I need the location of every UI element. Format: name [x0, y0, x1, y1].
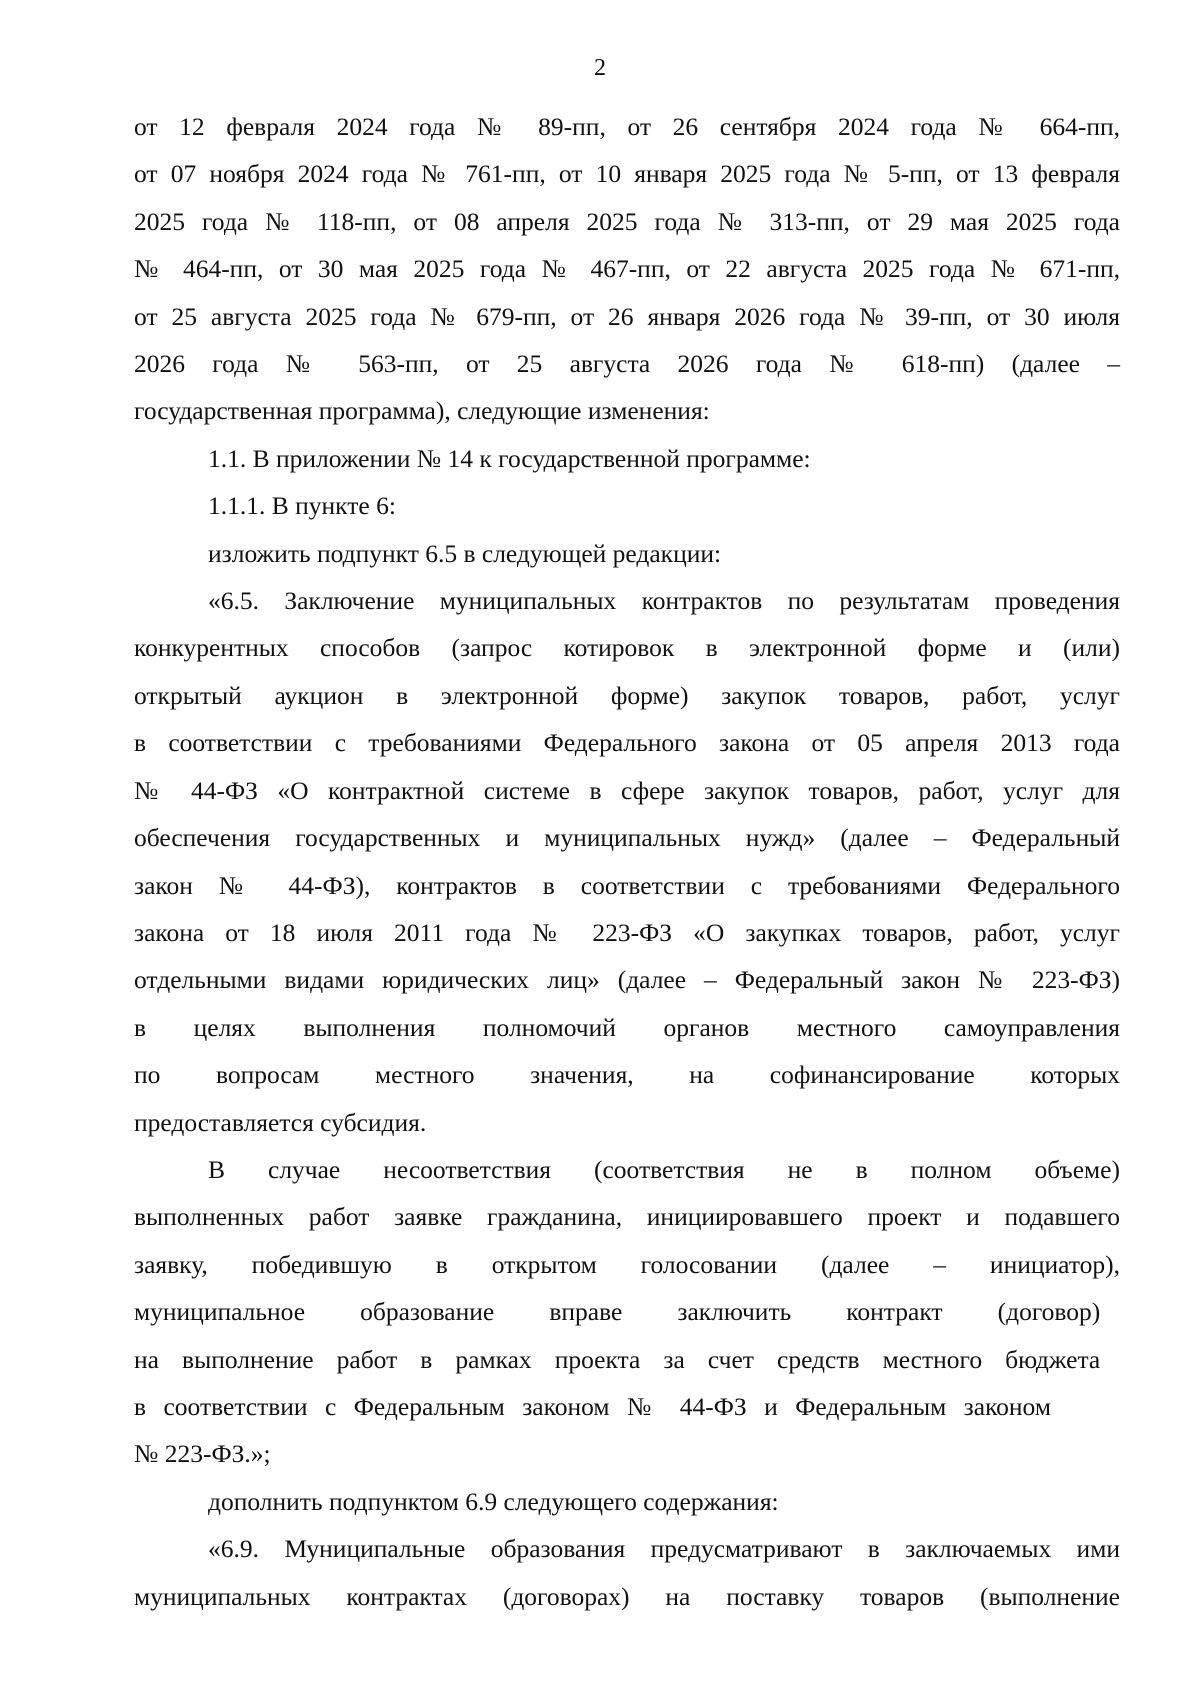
- text-line: «6.9. Муниципальные образования предусматривают в заключаемых ими: [208, 1534, 1120, 1564]
- page-number: 2: [594, 55, 606, 81]
- text-line: по вопросам местного значения, на софинансирование которых: [134, 1060, 1120, 1090]
- paragraph-restate-6-5: изложить подпункт 6.5 в следующей редакции:: [208, 538, 722, 568]
- text-line: закон № 44-ФЗ), контрактов в соответствии с требованиями Федерального: [134, 870, 1120, 900]
- text-line: закона от 18 июля 2011 года № 223-ФЗ «О закупках товаров, работ, услуг: [134, 917, 1120, 947]
- text-line: в целях выполнения полномочий органов местного самоуправления: [134, 1012, 1120, 1042]
- text-line: конкурентных способов (запрос котировок в электронной форме и (или): [134, 633, 1120, 663]
- paragraph-item-1-1: 1.1. В приложении № 14 к государственной программе:: [208, 443, 811, 473]
- document-body: [134, 103, 1120, 1620]
- text-line: муниципальных контрактах (договорах) на поставку товаров (выполнение: [134, 1581, 1120, 1611]
- paragraph-subpoint-6-9: [134, 1525, 1120, 1620]
- paragraph-mismatch-case: [134, 1146, 1120, 1478]
- text-line: в соответствии с требованиями Федерального закона от 05 апреля 2013 года: [134, 728, 1120, 758]
- text-line: открытый аукцион в электронной форме) закупок товаров, работ, услуг: [134, 680, 1120, 710]
- paragraph-amendment-list: [134, 103, 1120, 435]
- text-line: заявку, победившую в открытом голосовании (далее – инициатор),: [134, 1249, 1120, 1279]
- text-line: на выполнение работ в рамках проекта за счет средств местного бюджета: [134, 1344, 1101, 1374]
- text-line: обеспечения государственных и муниципальных нужд» (далее – Федеральный: [134, 823, 1120, 853]
- paragraph-subpoint-6-5: [134, 577, 1120, 1146]
- text-line: государственная программа), следующие изменения:: [134, 396, 710, 426]
- text-line: отдельными видами юридических лиц» (далее – Федеральный закон № 223-ФЗ): [134, 965, 1120, 995]
- text-line: «6.5. Заключение муниципальных контрактов по результатам проведения: [208, 586, 1120, 616]
- text-line: № 44-ФЗ «О контрактной системе в сфере закупок товаров, работ, услуг для: [134, 775, 1120, 805]
- text-line: выполненных работ заявке гражданина, инициировавшего проект и подавшего: [134, 1202, 1120, 1232]
- text-line: 2025 года № 118-пп, от 08 апреля 2025 года № 313-пп, от 29 мая 2025 года: [134, 206, 1120, 236]
- text-line: № 223-ФЗ.»;: [134, 1439, 271, 1469]
- text-line: муниципальное образование вправе заключить контракт (договор): [134, 1297, 1101, 1327]
- text-line: в соответствии с Федеральным законом № 44-ФЗ и Федеральным законом: [134, 1391, 1051, 1421]
- text-line: 2026 года № 563-пп, от 25 августа 2026 года № 618-пп) (далее –: [134, 349, 1120, 379]
- text-line: от 25 августа 2025 года № 679-пп, от 26 января 2026 года № 39-пп, от 30 июля: [134, 301, 1120, 331]
- text-line: № 464-пп, от 30 мая 2025 года № 467-пп, от 22 августа 2025 года № 671-пп,: [134, 254, 1120, 284]
- paragraph-item-1-1-1: 1.1.1. В пункте 6:: [208, 491, 396, 521]
- text-line: от 07 ноября 2024 года № 761-пп, от 10 января 2025 года № 5-пп, от 13 февраля: [134, 159, 1120, 189]
- text-line: В случае несоответствия (соответствия не в полном объеме): [208, 1154, 1120, 1184]
- paragraph-add-6-9: дополнить подпунктом 6.9 следующего содержания:: [208, 1486, 779, 1516]
- text-line: предоставляется субсидия.: [134, 1107, 427, 1137]
- text-line: от 12 февраля 2024 года № 89-пп, от 26 сентября 2024 года № 664-пп,: [134, 112, 1120, 141]
